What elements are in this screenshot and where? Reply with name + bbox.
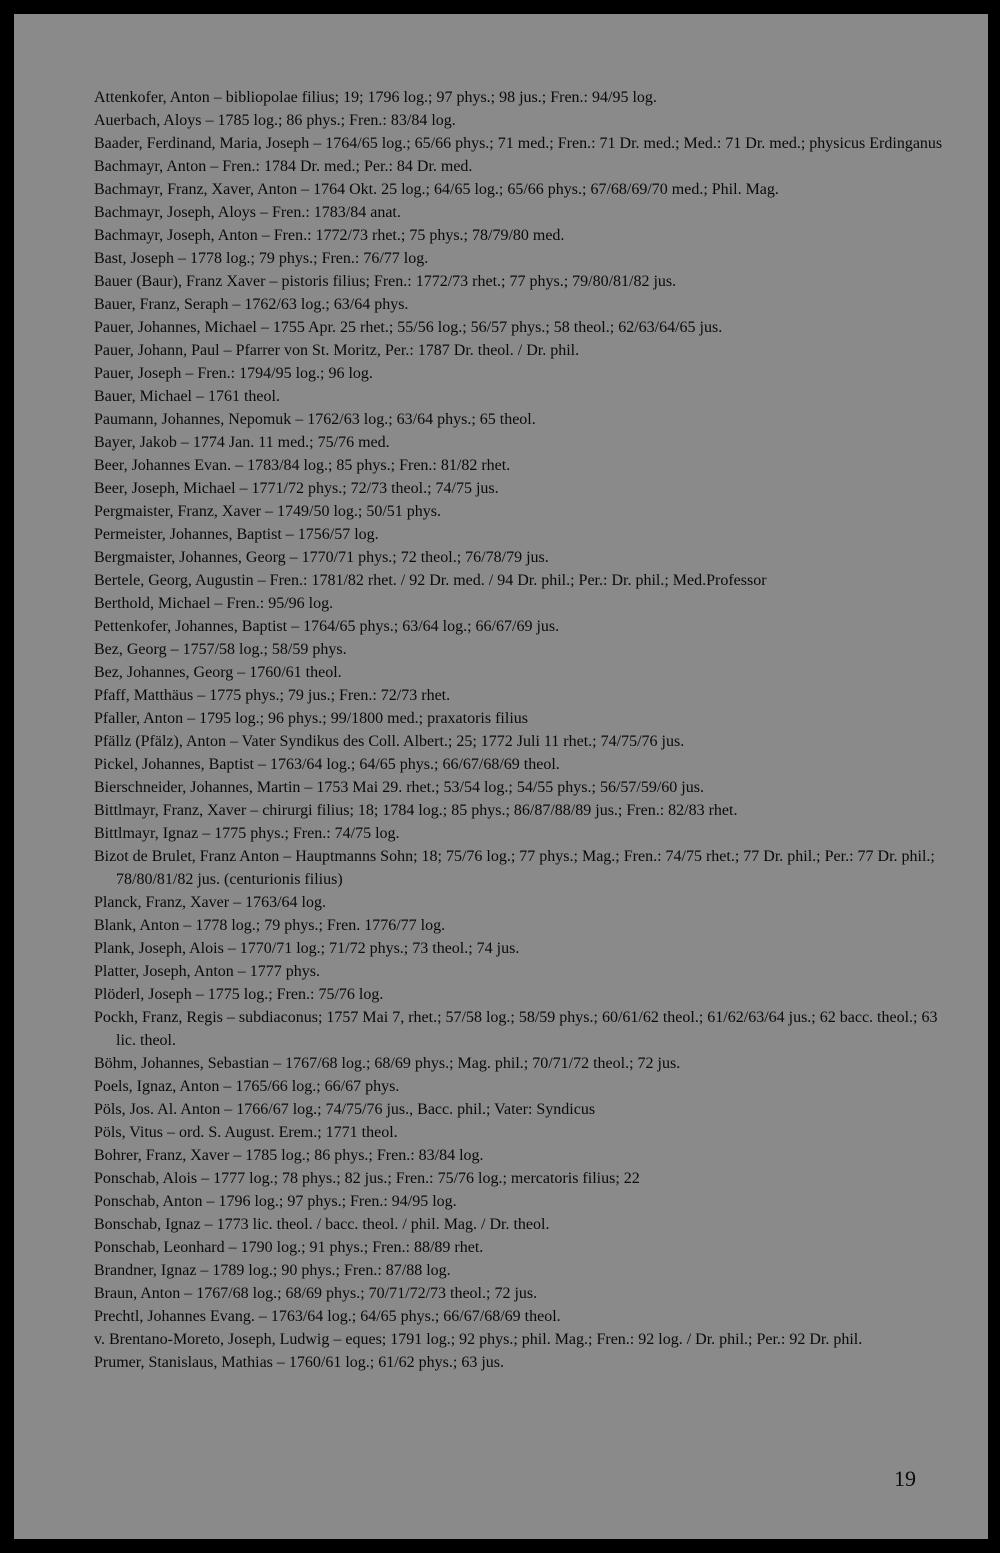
register-entry: Pfaff, Matthäus – 1775 phys.; 79 jus.; Fren.: 72/73 rhet. [94,687,451,704]
register-entry: Bonschab, Ignaz – 1773 lic. theol. / bacc. theol. / phil. Mag. / Dr. theol. [94,1216,550,1233]
register-entry: Pauer, Johannes, Michael – 1755 Apr. 25 rhet.; 55/56 log.; 56/57 phys.; 58 theol.; 62/63/64/65 jus. [94,319,723,336]
register-entry: Beer, Johannes Evan. – 1783/84 log.; 85 phys.; Fren.: 81/82 rhet. [94,457,511,474]
register-entry: Bauer, Michael – 1761 theol. [94,388,280,405]
register-entry: Bertele, Georg, Augustin – Fren.: 1781/82 rhet. / 92 Dr. med. / 94 Dr. phil.; Per.: Dr. phil.; Med.Professor [94,572,767,589]
register-entry: Berthold, Michael – Fren.: 95/96 log. [94,595,334,612]
register-entry: Bachmayr, Joseph, Anton – Fren.: 1772/73 rhet.; 75 phys.; 78/79/80 med. [94,227,565,244]
register-entry: Brandner, Ignaz – 1789 log.; 90 phys.; Fren.: 87/88 log. [94,1262,451,1279]
register-entry: Bergmaister, Johannes, Georg – 1770/71 phys.; 72 theol.; 76/78/79 jus. [94,549,549,566]
register-entry: Bittlmayr, Franz, Xaver – chirurgi filius; 18; 1784 log.; 85 phys.; 86/87/88/89 jus.; Fren.: 82/83 rhet. [94,802,738,819]
register-entry: Ponschab, Anton – 1796 log.; 97 phys.; Fren.: 94/95 log. [94,1193,457,1210]
register-entry: Bachmayr, Joseph, Aloys – Fren.: 1783/84 anat. [94,204,401,221]
register-entry: Platter, Joseph, Anton – 1777 phys. [94,963,321,980]
register-entry: Ponschab, Alois – 1777 log.; 78 phys.; 82 jus.; Fren.: 75/76 log.; mercatoris filius; 22 [94,1170,640,1187]
register-entry: Pfällz (Pfälz), Anton – Vater Syndikus des Coll. Albert.; 25; 1772 Juli 11 rhet.; 74/75/76 jus. [94,733,685,750]
register-entry: Attenkofer, Anton – bibliopolae filius; 19; 1796 log.; 97 phys.; 98 jus.; Fren.: 94/95 log. [94,89,657,106]
register-entry: Bayer, Jakob – 1774 Jan. 11 med.; 75/76 med. [94,434,390,451]
register-entry: Plank, Joseph, Alois – 1770/71 log.; 71/72 phys.; 73 theol.; 74 jus. [94,940,520,957]
register-entry: Pergmaister, Franz, Xaver – 1749/50 log.; 50/51 phys. [94,503,442,520]
register-entry: Poels, Ignaz, Anton – 1765/66 log.; 66/67 phys. [94,1078,400,1095]
page-number: 19 [894,1466,916,1491]
register-entry: Bachmayr, Franz, Xaver, Anton – 1764 Okt. 25 log.; 64/65 log.; 65/66 phys.; 67/68/69/70 med.; Phil. Mag. [94,181,779,198]
register-entry: Baader, Ferdinand, Maria, Joseph – 1764/65 log.; 65/66 phys.; 71 med.; Fren.: 71 Dr. med.; Med.: 71 Dr. med.; physicus Erdinganus [94,135,943,152]
register-entry: Bachmayr, Anton – Fren.: 1784 Dr. med.; Per.: 84 Dr. med. [94,158,473,175]
register-entry: Bast, Joseph – 1778 log.; 79 phys.; Fren.: 76/77 log. [94,250,429,267]
register-entry: Braun, Anton – 1767/68 log.; 68/69 phys.; 70/71/72/73 theol.; 72 jus. [94,1285,538,1302]
register-entry: Bierschneider, Johannes, Martin – 1753 Mai 29. rhet.; 53/54 log.; 54/55 phys.; 56/57/59/60 jus. [94,779,704,796]
register-entry: Bizot de Brulet, Franz Anton – Hauptmanns Sohn; 18; 75/76 log.; 77 phys.; Mag.; Fren.: 74/75 rhet.; 77 Dr. phil.; Per.: 77 Dr. phil.; 78/80/81/82 jus. (centurionis filius) [94,848,935,888]
register-entry: Beer, Joseph, Michael – 1771/72 phys.; 72/73 theol.; 74/75 jus. [94,480,499,497]
register-entry: Ponschab, Leonhard – 1790 log.; 91 phys.; Fren.: 88/89 rhet. [94,1239,484,1256]
register-entry: Permeister, Johannes, Baptist – 1756/57 log. [94,526,379,543]
register-entry: Paumann, Johannes, Nepomuk – 1762/63 log.; 63/64 phys.; 65 theol. [94,411,536,428]
register-entry: Bittlmayr, Ignaz – 1775 phys.; Fren.: 74/75 log. [94,825,400,842]
register-entry: Auerbach, Aloys – 1785 log.; 86 phys.; Fren.: 83/84 log. [94,112,456,129]
register-entry: Bohrer, Franz, Xaver – 1785 log.; 86 phys.; Fren.: 83/84 log. [94,1147,484,1164]
register-entry: Pauer, Joseph – Fren.: 1794/95 log.; 96 log. [94,365,373,382]
register-entry: Prechtl, Johannes Evang. – 1763/64 log.; 64/65 phys.; 66/67/68/69 theol. [94,1308,561,1325]
register-entry: Blank, Anton – 1778 log.; 79 phys.; Fren. 1776/77 log. [94,917,446,934]
register-entry: Pöls, Jos. Al. Anton – 1766/67 log.; 74/75/76 jus., Bacc. phil.; Vater: Syndicus [94,1101,596,1118]
register-entries [94,86,946,1374]
register-entry: Pickel, Johannes, Baptist – 1763/64 log.; 64/65 phys.; 66/67/68/69 theol. [94,756,560,773]
register-entry: Bez, Georg – 1757/58 log.; 58/59 phys. [94,641,347,658]
register-entry: Pettenkofer, Johannes, Baptist – 1764/65 phys.; 63/64 log.; 66/67/69 jus. [94,618,560,635]
register-entry: v. Brentano-Moreto, Joseph, Ludwig – eques; 1791 log.; 92 phys.; phil. Mag.; Fren.: 92 log. / Dr. phil.; Per.: 92 Dr. phil. [94,1331,863,1348]
register-entry: Pfaller, Anton – 1795 log.; 96 phys.; 99/1800 med.; praxatoris filius [94,710,528,727]
register-entry: Bauer (Baur), Franz Xaver – pistoris filius; Fren.: 1772/73 rhet.; 77 phys.; 79/80/81/82 jus. [94,273,677,290]
register-entry: Prumer, Stanislaus, Mathias – 1760/61 log.; 61/62 phys.; 63 jus. [94,1354,505,1371]
register-entry: Pockh, Franz, Regis – subdiaconus; 1757 Mai 7, rhet.; 57/58 log.; 58/59 phys.; 60/61/62 theol.; 61/62/63/64 jus.; 62 bacc. theol.; 63 lic. theol. [94,1009,938,1049]
register-entry: Bez, Johannes, Georg – 1760/61 theol. [94,664,342,681]
register-entry: Planck, Franz, Xaver – 1763/64 log. [94,894,326,911]
register-entry: Bauer, Franz, Seraph – 1762/63 log.; 63/64 phys. [94,296,409,313]
register-entry: Pöls, Vitus – ord. S. August. Erem.; 1771 theol. [94,1124,398,1141]
register-entry: Plöderl, Joseph – 1775 log.; Fren.: 75/76 log. [94,986,384,1003]
register-entry: Pauer, Johann, Paul – Pfarrer von St. Moritz, Per.: 1787 Dr. theol. / Dr. phil. [94,342,580,359]
book-page [14,14,988,1539]
register-entry: Böhm, Johannes, Sebastian – 1767/68 log.; 68/69 phys.; Mag. phil.; 70/71/72 theol.; 72 jus. [94,1055,681,1072]
